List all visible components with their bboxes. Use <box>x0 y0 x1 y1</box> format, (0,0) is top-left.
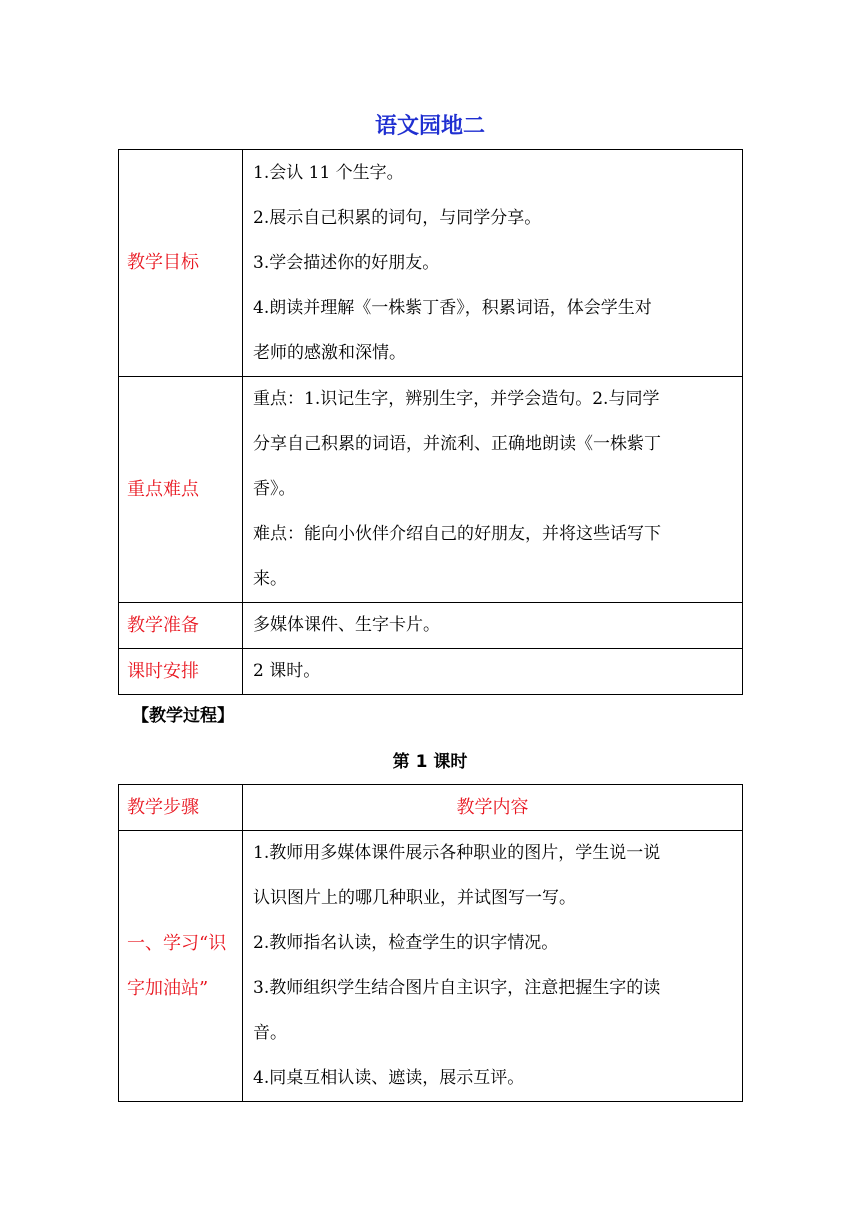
header-content: 教学内容 <box>243 785 743 831</box>
goals-line: 3.学会描述你的好朋友。 <box>253 252 440 273</box>
step-label-line: 一、学习“识 <box>127 933 227 954</box>
schedule-content: 2 课时。 <box>243 649 743 695</box>
step-content <box>243 831 743 1102</box>
schedule-row <box>119 649 743 695</box>
key-points-row <box>119 377 743 603</box>
lesson-plan-table <box>118 149 743 695</box>
goals-line: 老师的感激和深情。 <box>253 342 406 363</box>
key-points-label: 重点难点 <box>119 377 243 603</box>
step-line: 3.教师组织学生结合图片自主识字，注意把握生字的读 <box>253 978 661 998</box>
key-points-line: 香》。 <box>253 479 296 499</box>
prep-content: 多媒体课件、生字卡片。 <box>243 603 743 649</box>
key-points-line: 重点：1.识记生字，辨别生字，并学会造句。2.与同学 <box>253 389 660 409</box>
step-line: 2.教师指名认读，检查学生的识字情况。 <box>253 933 559 953</box>
goals-line: 4.朗读并理解《一株紫丁香》，积累词语，体会学生对 <box>253 297 652 318</box>
goals-content <box>243 150 743 377</box>
page-title: 语文园地二 <box>374 114 485 139</box>
step-label-line: 字加油站” <box>127 978 209 999</box>
step-line: 1.教师用多媒体课件展示各种职业的图片，学生说一说 <box>253 843 661 863</box>
header-steps: 教学步骤 <box>119 785 243 831</box>
key-points-line: 难点：能向小伙伴介绍自己的好朋友，并将这些话写下 <box>253 524 661 544</box>
goals-line: 1.会认 11 个生字。 <box>253 162 404 183</box>
step-line: 认识图片上的哪几种职业，并试图写一写。 <box>253 888 576 908</box>
lesson-heading: 第 1 课时 <box>392 752 468 772</box>
process-heading: 【教学过程】 <box>132 706 234 726</box>
key-points-content <box>243 377 743 603</box>
key-points-line: 来。 <box>253 569 287 589</box>
prep-row <box>119 603 743 649</box>
steps-header-row <box>119 785 743 831</box>
goals-row <box>119 150 743 377</box>
steps-table <box>118 784 743 1102</box>
key-points-line: 分享自己积累的词语，并流利、正确地朗读《一株紫丁 <box>253 434 661 454</box>
step-row <box>119 831 743 1102</box>
step-label <box>119 831 243 1102</box>
schedule-label: 课时安排 <box>119 649 243 695</box>
step-line: 音。 <box>253 1023 287 1043</box>
goals-line: 2.展示自己积累的词句，与同学分享。 <box>253 207 542 228</box>
goals-label: 教学目标 <box>119 150 243 377</box>
step-line: 4.同桌互相认读、遮读，展示互评。 <box>253 1068 525 1088</box>
prep-label: 教学准备 <box>119 603 243 649</box>
